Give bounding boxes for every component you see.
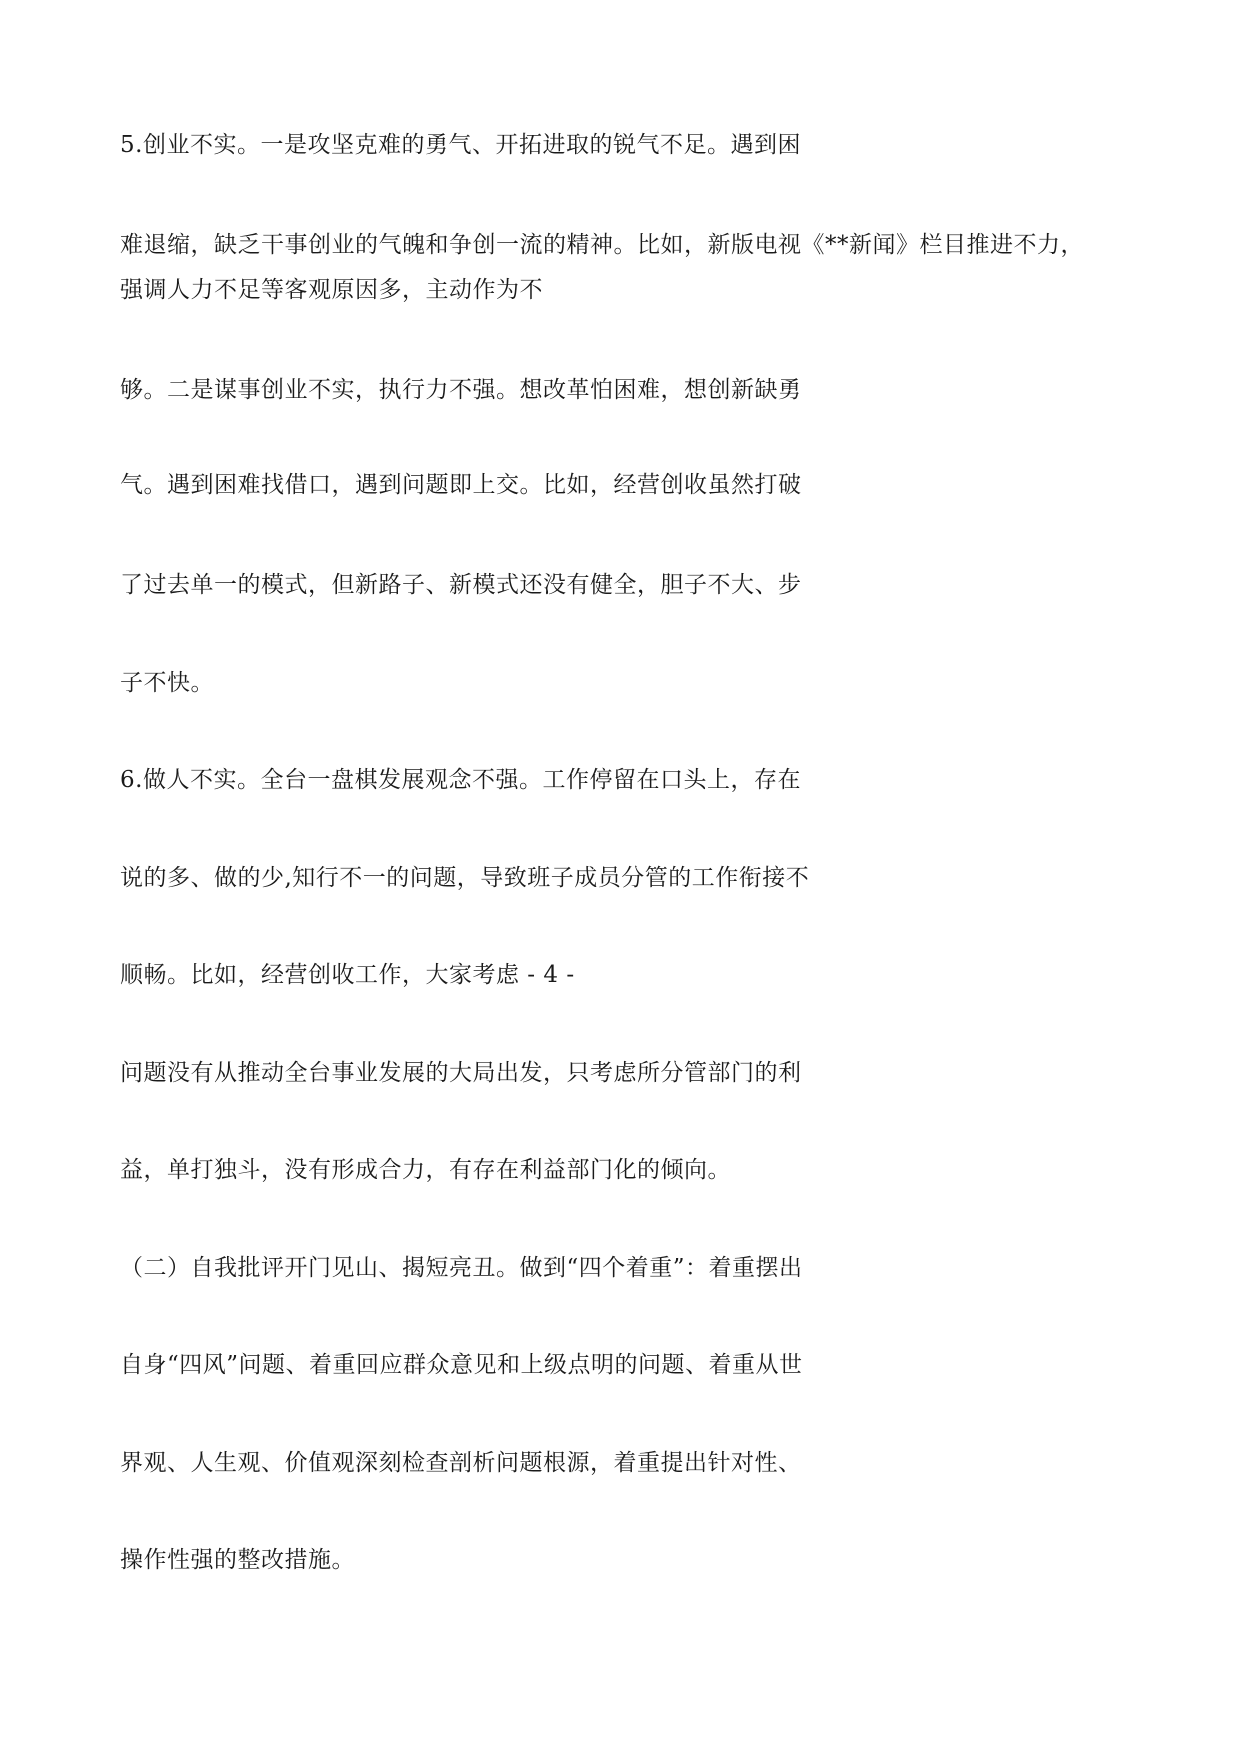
text-line: 难退缩，缺乏干事创业的气魄和争创一流的精神。比如，新版电视《**新闻》栏目推进不力，	[120, 232, 1084, 258]
text-line: 问题没有从推动全台事业发展的大局出发，只考虑所分管部门的利	[120, 1060, 802, 1086]
text-line: 够。二是谋事创业不实，执行力不强。想改革怕困难，想创新缺勇	[120, 377, 802, 403]
text-line: 操作性强的整改措施。	[120, 1547, 355, 1573]
text-line: 说的多、做的少,知行不一的问题，导致班子成员分管的工作衔接不	[120, 865, 810, 891]
text-line: 益，单打独斗，没有形成合力，有存在利益部门化的倾向。	[120, 1157, 731, 1183]
text-line: （二）自我批评开门见山、揭短亮丑。做到“四个着重”：着重摆出	[120, 1255, 803, 1281]
text-line: 6.做人不实。全台一盘棋发展观念不强。工作停留在口头上，存在	[120, 767, 801, 793]
text-line: 自身“四风”问题、着重回应群众意见和上级点明的问题、着重从世	[120, 1352, 803, 1378]
text-line: 强调人力不足等客观原因多，主动作为不	[120, 277, 543, 303]
text-line: 5.创业不实。一是攻坚克难的勇气、开拓进取的锐气不足。遇到困	[120, 132, 801, 158]
text-line: 气。遇到困难找借口，遇到问题即上交。比如，经营创收虽然打破	[120, 472, 802, 498]
text-line: 了过去单一的模式，但新路子、新模式还没有健全，胆子不大、步	[120, 572, 802, 598]
text-line: 子不快。	[120, 670, 214, 696]
text-line: 界观、人生观、价值观深刻检查剖析问题根源，着重提出针对性、	[120, 1450, 802, 1476]
text-line: 顺畅。比如，经营创收工作，大家考虑 - 4 -	[120, 962, 575, 988]
